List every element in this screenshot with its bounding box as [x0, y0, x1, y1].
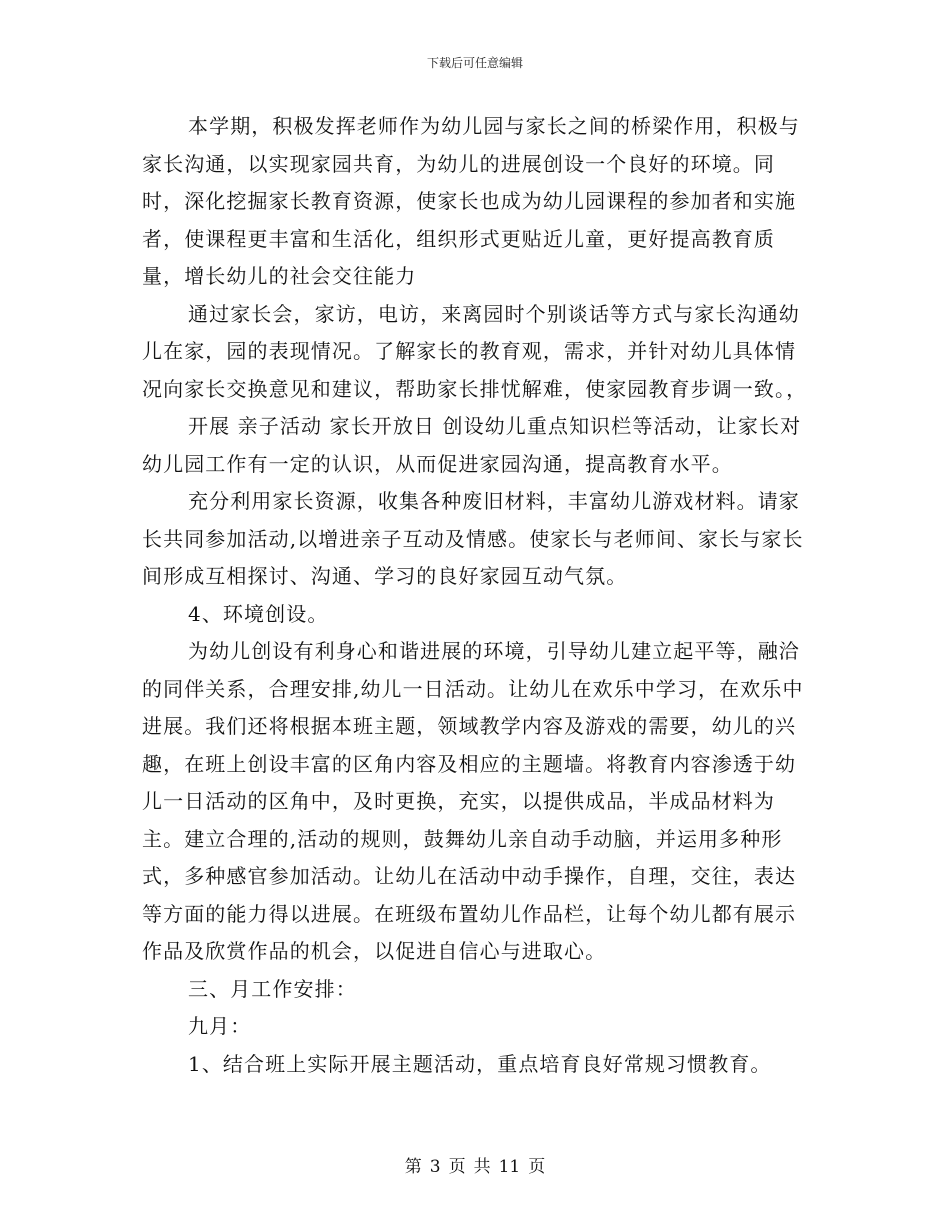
- paragraph: 为幼儿创设有利身心和谐进展的环境，引导幼儿建立起平等，融洽的同伴关系，合理安排,幼儿一日活动。让幼儿在欢乐中学习，在欢乐中进展。我们还将根据本班主题，领域教学内容及游戏的需要，幼儿的兴趣，在班上创设丰富的区角内容及相应的主题墙。将教育内容渗透于幼儿一日活动的区角中，及时更换，充实，以提供成品，半成品材料为主。建立合理的,活动的规则，鼓舞幼儿亲自动手动脑，并运用多种形式，多种感官参加活动。让幼儿在活动中动手操作，自理，交往，表达等方面的能力得以进展。在班级布置幼儿作品栏，让每个幼儿都有展示作品及欣赏作品的机会，以促进自信心与进取心。: [142, 639, 804, 963]
- month-heading: 九月：: [188, 1014, 252, 1038]
- section-heading: 4、环境创设。: [188, 601, 329, 626]
- paragraph: 通过家长会，家访，电访，来离园时个别谈话等方式与家长沟通幼儿在家，园的表现情况。了解家长的教育观，需求，并针对幼儿具体情况向家长交换意见和建议，帮助家长排忧解难，使家园教育步调一致。，: [142, 301, 808, 401]
- paragraph: 开展 亲子活动 家长开放日 创设幼儿重点知识栏等活动，让家长对幼儿园工作有一定的认识，从而促进家园沟通，提高教育水平。: [142, 414, 802, 476]
- section-heading: 三、月工作安排：: [188, 976, 357, 1001]
- list-item: 1、结合班上实际开展主题活动，重点培育良好常规习惯教育。: [188, 1051, 772, 1076]
- page-number: 3: [429, 1157, 441, 1177]
- paragraph: 充分利用家长资源，收集各种废旧材料，丰富幼儿游戏材料。请家长共同参加活动,以增进亲子互动及情感。使家长与老师间、家长与家长间形成互相探讨、沟通、学习的良好家园互动气氛。: [142, 489, 804, 588]
- page-footer: [0, 1152, 950, 1177]
- paragraph: 本学期，积极发挥老师作为幼儿园与家长之间的桥梁作用，积极与家长沟通，以实现家园共育，为幼儿的进展创设一个良好的环境。同时，深化挖掘家长教育资源，使家长也成为幼儿园课程的参加者和实施者，使课程更丰富和生活化，组织形式更贴近儿童，更好提高教育质量，增长幼儿的社会交往能力: [142, 114, 800, 288]
- document-body: [142, 108, 810, 1083]
- total-word: 共: [473, 1157, 491, 1177]
- total-unit: 页: [528, 1157, 546, 1177]
- total-pages: 11: [498, 1157, 521, 1177]
- page-header: 下载后可任意编辑: [426, 56, 523, 70]
- page-unit: 页: [448, 1157, 466, 1177]
- page-word: 第: [404, 1157, 422, 1177]
